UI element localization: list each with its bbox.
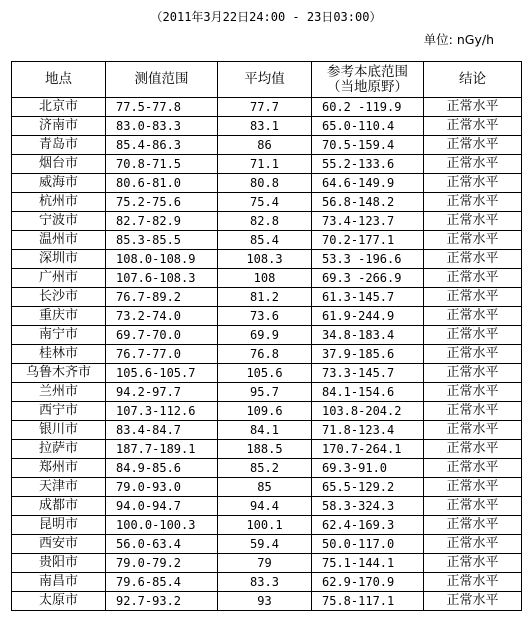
cell-reference: 84.1-154.6 [312,383,424,402]
cell-reference: 65.0-110.4 [312,117,424,136]
cell-conclusion: 正常水平 [424,554,522,573]
cell-location: 济南市 [12,117,106,136]
cell-reference: 75.1-144.1 [312,554,424,573]
cell-reference: 69.3 -266.9 [312,269,424,288]
cell-range: 79.0-79.2 [106,554,218,573]
cell-reference: 62.9-170.9 [312,573,424,592]
cell-range: 105.6-105.7 [106,364,218,383]
header-reference-line1: 参考本底范围 [327,63,408,80]
table-row [12,478,522,497]
cell-range: 80.6-81.0 [106,174,218,193]
cell-conclusion: 正常水平 [424,307,522,326]
cell-location: 温州市 [12,231,106,250]
cell-average: 73.6 [218,307,312,326]
cell-conclusion: 正常水平 [424,402,522,421]
cell-location: 深圳市 [12,250,106,269]
cell-range: 79.0-93.0 [106,478,218,497]
header-location: 地点 [12,62,106,98]
cell-location: 广州市 [12,269,106,288]
cell-reference: 50.0-117.0 [312,535,424,554]
table-row [12,231,522,250]
cell-reference: 170.7-264.1 [312,440,424,459]
cell-average: 94.4 [218,497,312,516]
cell-average: 84.1 [218,421,312,440]
cell-range: 83.4-84.7 [106,421,218,440]
cell-location: 拉萨市 [12,440,106,459]
table-row [12,459,522,478]
cell-location: 烟台市 [12,155,106,174]
table-row [12,554,522,573]
header-average: 平均值 [218,62,312,98]
cell-reference: 103.8-204.2 [312,402,424,421]
cell-average: 188.5 [218,440,312,459]
cell-conclusion: 正常水平 [424,155,522,174]
cell-reference: 70.5-159.4 [312,136,424,155]
cell-location: 乌鲁木齐市 [12,364,106,383]
cell-conclusion: 正常水平 [424,212,522,231]
cell-conclusion: 正常水平 [424,98,522,117]
cell-reference: 37.9-185.6 [312,345,424,364]
header-reference-line2: （当地原野） [327,78,408,95]
table-row [12,250,522,269]
cell-location: 昆明市 [12,516,106,535]
cell-reference: 69.3-91.0 [312,459,424,478]
cell-range: 85.4-86.3 [106,136,218,155]
cell-location: 银川市 [12,421,106,440]
cell-range: 85.3-85.5 [106,231,218,250]
cell-range: 82.7-82.9 [106,212,218,231]
time-range-caption: （2011年3月22日24:00 - 23日03:00） [150,10,382,24]
table-row [12,136,522,155]
cell-range: 56.0-63.4 [106,535,218,554]
cell-average: 75.4 [218,193,312,212]
table-row [12,307,522,326]
header-conclusion: 结论 [424,62,522,98]
table-row [12,573,522,592]
table-row [12,174,522,193]
cell-average: 93 [218,592,312,611]
cell-average: 85.4 [218,231,312,250]
cell-range: 107.3-112.6 [106,402,218,421]
cell-reference: 61.3-145.7 [312,288,424,307]
cell-conclusion: 正常水平 [424,193,522,212]
cell-reference: 73.4-123.7 [312,212,424,231]
cell-range: 100.0-100.3 [106,516,218,535]
cell-reference: 71.8-123.4 [312,421,424,440]
cell-range: 84.9-85.6 [106,459,218,478]
cell-conclusion: 正常水平 [424,421,522,440]
cell-reference: 61.9-244.9 [312,307,424,326]
cell-location: 太原市 [12,592,106,611]
table-row [12,497,522,516]
cell-average: 86 [218,136,312,155]
cell-conclusion: 正常水平 [424,288,522,307]
cell-conclusion: 正常水平 [424,174,522,193]
cell-range: 70.8-71.5 [106,155,218,174]
table-row [12,193,522,212]
cell-range: 107.6-108.3 [106,269,218,288]
cell-range: 79.6-85.4 [106,573,218,592]
cell-reference: 73.3-145.7 [312,364,424,383]
cell-conclusion: 正常水平 [424,497,522,516]
cell-conclusion: 正常水平 [424,136,522,155]
cell-range: 94.0-94.7 [106,497,218,516]
cell-average: 77.7 [218,98,312,117]
table-row [12,98,522,117]
cell-location: 西安市 [12,535,106,554]
cell-average: 108 [218,269,312,288]
cell-average: 83.1 [218,117,312,136]
cell-conclusion: 正常水平 [424,383,522,402]
cell-range: 94.2-97.7 [106,383,218,402]
table-row [12,440,522,459]
table-row [12,326,522,345]
cell-reference: 56.8-148.2 [312,193,424,212]
table-body [12,98,522,611]
cell-reference: 34.8-183.4 [312,326,424,345]
cell-average: 80.8 [218,174,312,193]
cell-location: 郑州市 [12,459,106,478]
cell-conclusion: 正常水平 [424,231,522,250]
cell-location: 长沙市 [12,288,106,307]
table-row [12,212,522,231]
cell-range: 77.5-77.8 [106,98,218,117]
table-row [12,269,522,288]
cell-conclusion: 正常水平 [424,478,522,497]
cell-location: 西宁市 [12,402,106,421]
cell-reference: 60.2 -119.9 [312,98,424,117]
cell-conclusion: 正常水平 [424,250,522,269]
table-row [12,364,522,383]
cell-average: 59.4 [218,535,312,554]
cell-reference: 75.8-117.1 [312,592,424,611]
table-row [12,402,522,421]
cell-location: 兰州市 [12,383,106,402]
cell-average: 82.8 [218,212,312,231]
table-row [12,592,522,611]
table-row [12,516,522,535]
cell-average: 109.6 [218,402,312,421]
cell-range: 92.7-93.2 [106,592,218,611]
cell-reference: 62.4-169.3 [312,516,424,535]
cell-location: 宁波市 [12,212,106,231]
cell-reference: 58.3-324.3 [312,497,424,516]
table-row [12,535,522,554]
cell-average: 105.6 [218,364,312,383]
cell-reference: 53.3 -196.6 [312,250,424,269]
cell-location: 南宁市 [12,326,106,345]
cell-range: 75.2-75.6 [106,193,218,212]
cell-range: 76.7-77.0 [106,345,218,364]
cell-range: 69.7-70.0 [106,326,218,345]
cell-reference: 55.2-133.6 [312,155,424,174]
cell-reference: 70.2-177.1 [312,231,424,250]
cell-conclusion: 正常水平 [424,326,522,345]
cell-average: 95.7 [218,383,312,402]
unit-label: 单位: nGy/h [423,32,494,47]
cell-conclusion: 正常水平 [424,573,522,592]
cell-average: 76.8 [218,345,312,364]
cell-average: 100.1 [218,516,312,535]
cell-range: 83.0-83.3 [106,117,218,136]
cell-conclusion: 正常水平 [424,459,522,478]
cell-range: 187.7-189.1 [106,440,218,459]
cell-location: 贵阳市 [12,554,106,573]
cell-conclusion: 正常水平 [424,592,522,611]
table-row [12,117,522,136]
cell-conclusion: 正常水平 [424,117,522,136]
cell-average: 83.3 [218,573,312,592]
cell-range: 73.2-74.0 [106,307,218,326]
table-row [12,383,522,402]
cell-conclusion: 正常水平 [424,516,522,535]
cell-location: 重庆市 [12,307,106,326]
table-row [12,345,522,364]
cell-average: 85.2 [218,459,312,478]
cell-range: 76.7-89.2 [106,288,218,307]
cell-average: 108.3 [218,250,312,269]
cell-conclusion: 正常水平 [424,440,522,459]
radiation-table [11,61,522,611]
cell-average: 81.2 [218,288,312,307]
table-row [12,421,522,440]
cell-reference: 65.5-129.2 [312,478,424,497]
cell-range: 108.0-108.9 [106,250,218,269]
cell-average: 79 [218,554,312,573]
cell-average: 85 [218,478,312,497]
cell-average: 69.9 [218,326,312,345]
table-row [12,288,522,307]
cell-location: 桂林市 [12,345,106,364]
cell-conclusion: 正常水平 [424,364,522,383]
cell-conclusion: 正常水平 [424,535,522,554]
cell-location: 威海市 [12,174,106,193]
cell-conclusion: 正常水平 [424,269,522,288]
cell-location: 杭州市 [12,193,106,212]
cell-conclusion: 正常水平 [424,345,522,364]
cell-location: 青岛市 [12,136,106,155]
header-reference [312,62,424,98]
cell-location: 天津市 [12,478,106,497]
header-range: 测值范围 [106,62,218,98]
table-row [12,155,522,174]
cell-location: 成都市 [12,497,106,516]
cell-average: 71.1 [218,155,312,174]
cell-reference: 64.6-149.9 [312,174,424,193]
cell-location: 北京市 [12,98,106,117]
table-header-row [12,62,522,98]
cell-location: 南昌市 [12,573,106,592]
